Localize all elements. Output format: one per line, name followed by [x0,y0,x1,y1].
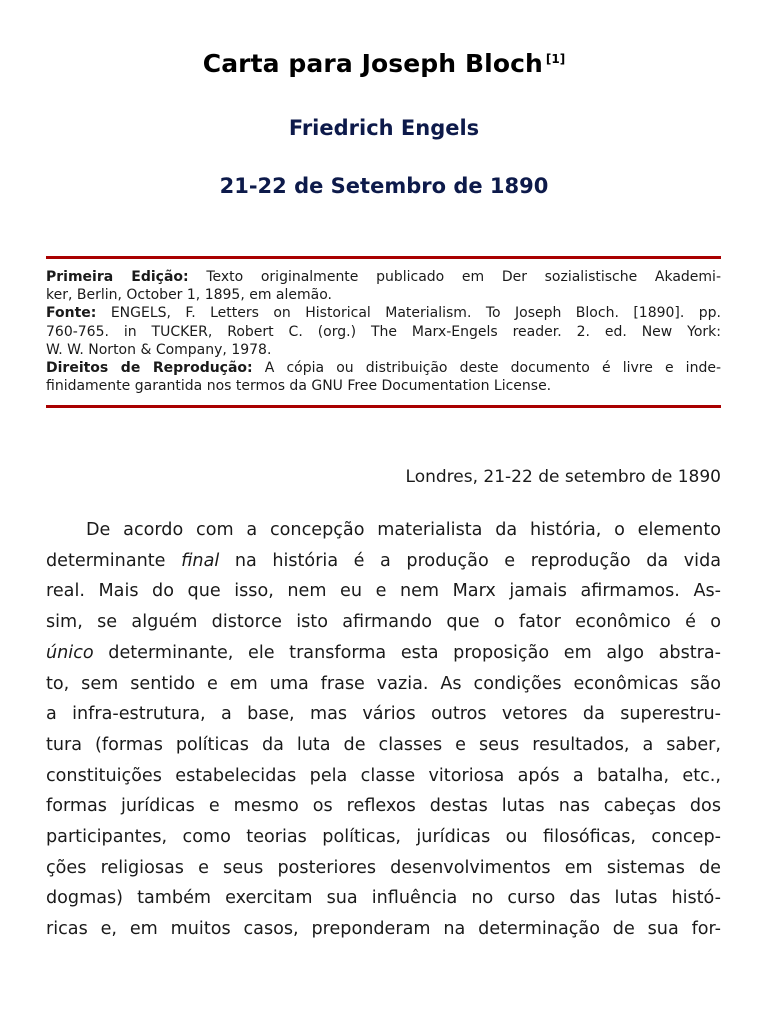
divider-top [46,256,721,259]
author-name: Friedrich Engels [288,116,480,140]
fonte-text: ENGELS, F. Letters on Historical Materialism. To Joseph Bloch. [1890]. pp. [110,305,721,322]
title-row [0,49,768,78]
body-line: ções religiosas e seus posteriores desenvolvimentos em sistemas de [46,857,721,878]
metadata-line [46,268,721,286]
divider-bottom [46,405,721,408]
body-line: constituições estabelecidas pela classe vitoriosa após a batalha, etc., [46,765,721,786]
direitos-label: Direitos de Reprodução: [46,360,253,377]
emphasis-final: final [181,550,220,571]
body-line: formas jurídicas e mesmo os reflexos destas lutas nas cabeças dos [46,796,721,817]
metadata-line [46,359,721,377]
body-line: ricas e, em muitos casos, preponderam na determinação de sua for- [46,919,721,940]
metadata-line [46,377,721,395]
body-line: dogmas) também exercitam sua influência no curso das lutas histó- [46,888,721,909]
body-text-span: determinante, ele transforma esta proposição em algo abstra- [108,642,722,663]
footnote-reference-link[interactable]: [1] [545,52,566,66]
direitos-text: A cópia ou distribuição deste documento é livre e inde- [264,360,721,377]
fonte-text: 760-765. in TUCKER, Robert C. (org.) The Marx-Engels reader. 2. ed. New York: [46,323,721,340]
direitos-text: finidamente garantida nos termos da GNU Free Documentation License. [46,378,552,395]
metadata-line [46,286,721,304]
body-line [46,546,721,577]
body-line [46,638,721,669]
body-line: a infra-estrutura, a base, mas vários outros vetores da superestru- [46,704,721,725]
body-line: to, sem sentido e em uma frase vazia. As condições econômicas são [46,673,721,694]
metadata-line [46,323,721,341]
letter-place-date: Londres, 21-22 de setembro de 1890 [405,467,721,487]
metadata-line [46,304,721,322]
primeira-edicao-label: Primeira Edição: [46,269,189,285]
body-line: participantes, como teorias políticas, jurídicas ou filosóficas, concep- [46,827,721,848]
body-line: sim, se alguém distorce isto afirmando que o fator econômico é o [46,612,721,633]
primeira-edicao-text: ker, Berlin, October 1, 1895, em alemão. [46,287,332,304]
fonte-label: Fonte: [46,305,97,322]
body-line: real. Mais do que isso, nem eu e nem Marx jamais afirmamos. As- [46,581,721,602]
document-title: Carta para Joseph Bloch [202,49,543,78]
body-line: De acordo com a concepção materialista da história, o elemento [86,520,721,540]
fonte-text: W. W. Norton & Company, 1978. [46,341,272,358]
body-line: tura (formas políticas da luta de classes e seus resultados, a saber, [46,734,721,755]
letter-body [46,515,721,945]
primeira-edicao-text: Texto originalmente publicado em Der sozialistische Akademi- [206,269,721,285]
body-text-span: determinante [46,550,166,571]
emphasis-unico: único [46,642,94,663]
body-text-span: na história é a produção e reprodução da vida [234,550,722,571]
metadata-block [46,268,721,395]
metadata-line [46,341,721,359]
document-date: 21-22 de Setembro de 1890 [219,174,549,198]
